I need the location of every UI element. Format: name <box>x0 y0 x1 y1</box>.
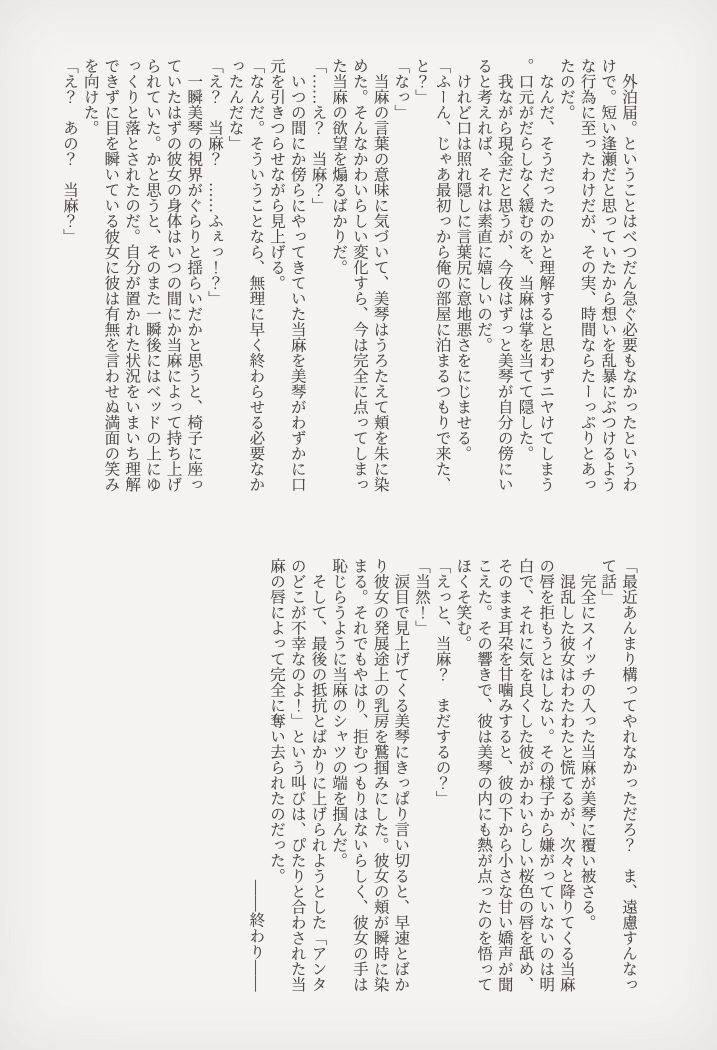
narration-paragraph: 外泊届。ということはべつだん急ぐ必要もなかったというわけで。短い逢瀬だと思っていたから想いを乱暴にぶつけるような行為に至ったわけだが、その実、時間ならたーっぷりとあったのだ。 <box>557 58 637 492</box>
dialogue-line: 「なんだ。そういうことなら、無理に早く終わらせる必要なかったんだな」 <box>226 58 265 492</box>
dialogue-line: 「えっと、当麻？ まだするの？」 <box>433 558 451 806</box>
dialogue-line: 「え？ 当麻？ ……ふぇっ！？」 <box>205 58 223 306</box>
dialogue-line: 「当然！」 <box>412 558 430 636</box>
bottom-text-block <box>245 558 638 992</box>
narration-paragraph: 涙目で見上げてくる美琴にきっぱり言い切ると、早速とばかり彼女の発展途上の乳房を鷲掴みにした。彼女の頬が瞬時に染まる。それでもやはり、拒むつもりはないらしく、彼女の手は恥じらうように当麻のシャツの端を掴んだ。 <box>330 558 410 992</box>
narration-paragraph: そして、最後の抵抗とばかりに上げられようとした「アンタのどこが不幸なのよ！」という叫びは、ぴたりと合わされた当麻の唇によって完全に奪い去られたのだった。 <box>268 558 327 992</box>
dialogue-line: 「最近あんまり構ってやれなかっただろ？ ま、遠慮すんなって話」 <box>599 558 637 992</box>
dialogue-line: 「なっ」 <box>392 58 410 120</box>
narration-paragraph: 一瞬美琴の視界がぐらりと揺らいだかと思うと、椅子に座っていたはずの彼女の身体はいつの間にか当麻によって持ち上げられていた。かと思うと、そのまた一瞬後にはベッドの上にゆっくりと落とされたのだ。自分が置かれた状況をいまいち理解できずに目を瞬いている彼女に彼は有無を言わせぬ満面の笑みを向けた。 <box>81 58 203 492</box>
narration-paragraph: いつの間にか傍らにやってきていた当麻を美琴がわずかに口元を引きつらせながら見上げる。 <box>268 58 306 492</box>
dialogue-line: 「……え？ 当麻？」 <box>309 58 327 213</box>
dialogue-line: 「ふーん、じゃあ最初っから俺の部屋に泊まるつもりで来た、と？」 <box>412 58 451 492</box>
ending-mark: ――終わり―― <box>247 880 265 992</box>
narration-paragraph: 当麻の言葉の意味に気づいて、美琴はうろたえて頬を朱に染めた。そんなかわいらしい変化すら、今は完全に点ってしまった当麻の欲望を煽るばかりだ。 <box>330 58 389 492</box>
narration-paragraph: 完全にスイッチの入った当麻が美琴に覆い被さる。 <box>578 558 596 930</box>
narration-paragraph: 我ながら現金だと思うが、今夜はずっと美琴が自分の傍にいると考えれば、それは素直に嬉しいのだ。 <box>475 58 513 492</box>
narration-paragraph: なんだ、そうだったのかと理解すると思わずニヤけてしまう。口元がだらしなく緩むのを、当麻は掌を当てて隠した。 <box>516 58 555 492</box>
top-text-block <box>58 58 638 492</box>
narration-paragraph: 混乱した彼女はわたわたと慌てるが、次々と降りてくる当麻の唇を拒もうとはしない。その様子から嫌がっていないのは明白で、それに気を良くした彼がかわいらしい桜色の唇を舐め、そのまま耳朶を甘噛みすると、彼の下から小さな甘い嬌声が聞こえた。その響きで、彼は美琴の内にも熱が点ったのを悟ってほくそ笑む。 <box>454 558 575 992</box>
dialogue-line: 「え？ あの？ 当麻？」 <box>61 58 79 244</box>
narration-paragraph: けれど口は照れ隠しに言葉尻に意地悪さをにじませる。 <box>454 58 472 461</box>
